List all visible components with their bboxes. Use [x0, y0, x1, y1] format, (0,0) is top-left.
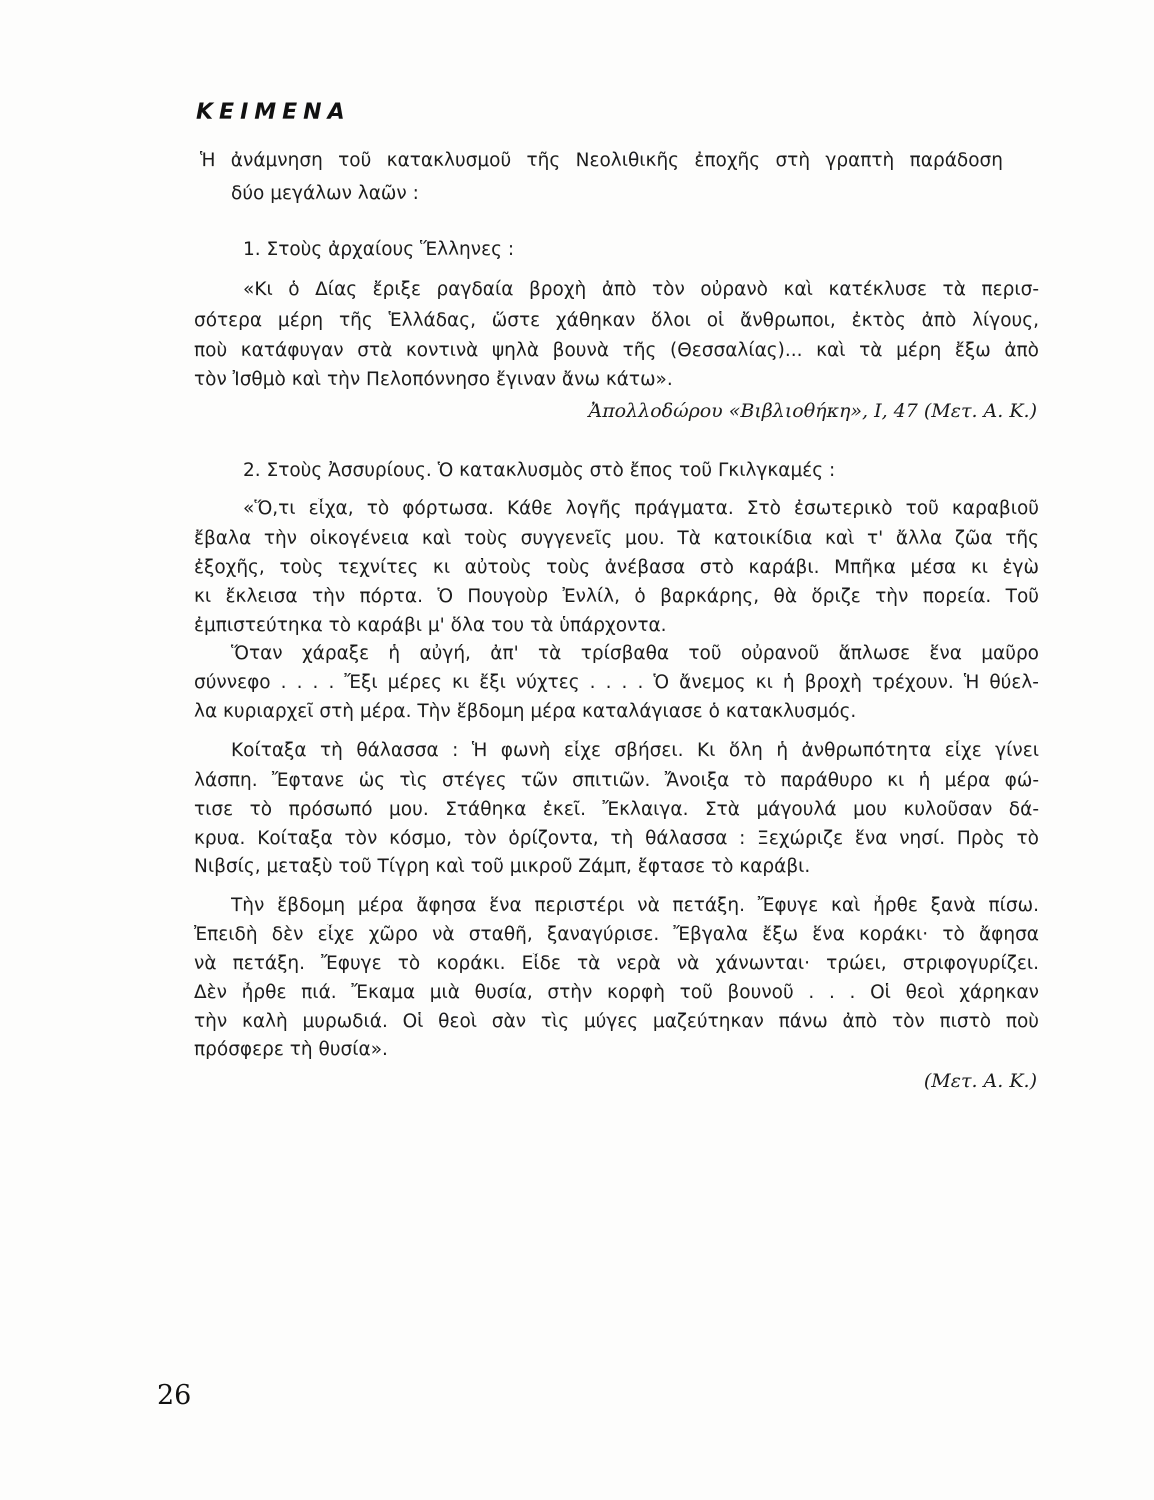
page-number: 26 — [157, 1380, 192, 1411]
section-2-citation: (Μετ. Α. Κ.) — [923, 1070, 1037, 1092]
section-1-line-1: «Κι ὁ Δίας ἔριξε ραγδαία βροχὴ ἀπὸ τὸν οὐρανὸ καὶ κατέκλυσε τὰ περισ- — [243, 279, 1039, 300]
intro-line-1: Ἡ ἀνάμνηση τοῦ κατακλυσμοῦ τῆς Νεολιθικῆς ἐποχῆς στὴ γραπτὴ παράδοση — [200, 150, 1003, 171]
section-2-line-9: Κοίταξα τὴ θάλασσα : Ἡ φωνὴ εἶχε σβήσει. Κι ὅλη ἡ ἀνθρωπότητα εἶχε γίνει — [231, 740, 1039, 761]
section-2-line-13: Νιβσίς, μεταξὺ τοῦ Τίγρη καὶ τοῦ μικροῦ Ζάμπ, ἔφτασε τὸ καράβι. — [194, 856, 811, 877]
section-2-line-2: ἔβαλα τὴν οἰκογένεια καὶ τοὺς συγγενεῖς μου. Τὰ κατοικίδια καὶ τ' ἄλλα ζῶα τῆς — [194, 528, 1039, 549]
section-2-line-3: ἐξοχῆς, τοὺς τεχνίτες κι αὐτοὺς τοὺς ἀνέβασα στὸ καράβι. Μπῆκα μέσα κι ἐγὼ — [194, 557, 1039, 578]
section-2-line-18: τὴν καλὴ μυρωδιά. Οἱ θεοὶ σὰν τὶς μύγες μαζεύτηκαν πάνω ἀπὸ τὸν πιστὸ ποὺ — [194, 1011, 1039, 1032]
section-2-line-12: κρυα. Κοίταξα τὸν κόσμο, τὸν ὁρίζοντα, τὴ θάλασσα : Ξεχώριζε ἕνα νησί. Πρὸς τὸ — [194, 828, 1039, 849]
section-heading: ΚΕΙΜΕΝΑ — [196, 100, 351, 125]
section-2-line-19: πρόσφερε τὴ θυσία». — [194, 1039, 388, 1060]
section-2-line-11: τισε τὸ πρόσωπό μου. Στάθηκα ἐκεῖ. Ἔκλαιγα. Στὰ μάγουλά μου κυλοῦσαν δά- — [194, 799, 1039, 820]
intro-line-2: δύο μεγάλων λαῶν : — [231, 183, 419, 204]
section-2-line-15: Ἐπειδὴ δὲν εἶχε χῶρο νὰ σταθῆ, ξαναγύρισε. Ἔβγαλα ἔξω ἕνα κοράκι· τὸ ἄφησα — [194, 924, 1039, 945]
section-2-line-6: Ὅταν χάραξε ἡ αὐγή, ἀπ' τὰ τρίσβαθα τοῦ οὐρανοῦ ἅπλωσε ἕνα μαῦρο — [231, 643, 1039, 664]
section-2-line-4: κι ἔκλεισα τὴν πόρτα. Ὁ Πουγοὺρ Ἐνλίλ, ὁ βαρκάρης, θὰ ὅριζε τὴν πορεία. Τοῦ — [194, 586, 1039, 607]
section-2-title: 2. Στοὺς Ἀσσυρίους. Ὁ κατακλυσμὸς στὸ ἔπος τοῦ Γκιλγκαμές : — [243, 460, 836, 481]
section-2-line-10: λάσπη. Ἔφτανε ὡς τὶς στέγες τῶν σπιτιῶν. Ἄνοιξα τὸ παράθυρο κι ἡ μέρα φώ- — [194, 770, 1039, 791]
section-1-title: 1. Στοὺς ἀρχαίους Ἕλληνες : — [243, 239, 515, 260]
section-2-line-16: νὰ πετάξη. Ἔφυγε τὸ κοράκι. Εἶδε τὰ νερὰ νὰ χάνωνται· τρώει, στριφογυρίζει. — [194, 953, 1039, 974]
section-1-line-4: τὸν Ἰσθμὸ καὶ τὴν Πελοπόννησο ἔγιναν ἄνω κάτω». — [194, 369, 673, 390]
section-2-line-17: Δὲν ἦρθε πιά. Ἔκαμα μιὰ θυσία, στὴν κορφὴ τοῦ βουνοῦ . . . Οἱ θεοὶ χάρηκαν — [194, 982, 1039, 1003]
section-2-line-5: ἐμπιστεύτηκα τὸ καράβι μ' ὅλα του τὰ ὑπάρχοντα. — [194, 615, 667, 636]
section-2-line-14: Τὴν ἕβδομη μέρα ἄφησα ἕνα περιστέρι νὰ πετάξη. Ἔφυγε καὶ ἦρθε ξανὰ πίσω. — [231, 895, 1039, 916]
section-2-line-1: «Ὅ,τι εἶχα, τὸ φόρτωσα. Κάθε λογῆς πράγματα. Στὸ ἐσωτερικὸ τοῦ καραβιοῦ — [243, 498, 1039, 519]
section-1-citation: Ἀπολλοδώρου «Βιβλιοθήκη», Ι, 47 (Μετ. Α. Κ.) — [588, 400, 1037, 422]
section-1-line-3: ποὺ κατάφυγαν στὰ κοντινὰ ψηλὰ βουνὰ τῆς (Θεσσαλίας)... καὶ τὰ μέρη ἔξω ἀπὸ — [194, 340, 1039, 361]
section-2-line-8: λα κυριαρχεῖ στὴ μέρα. Τὴν ἕβδομη μέρα καταλάγιασε ὁ κατακλυσμός. — [194, 701, 857, 722]
section-1-line-2: σότερα μέρη τῆς Ἑλλάδας, ὥστε χάθηκαν ὅλοι οἱ ἄνθρωποι, ἐκτὸς ἀπὸ λίγους, — [194, 310, 1039, 331]
section-2-line-7: σύννεφο . . . . Ἔξι μέρες κι ἔξι νύχτες . . . . Ὁ ἄνεμος κι ἡ βροχὴ τρέχουν. Ἡ θύελ- — [194, 672, 1039, 693]
